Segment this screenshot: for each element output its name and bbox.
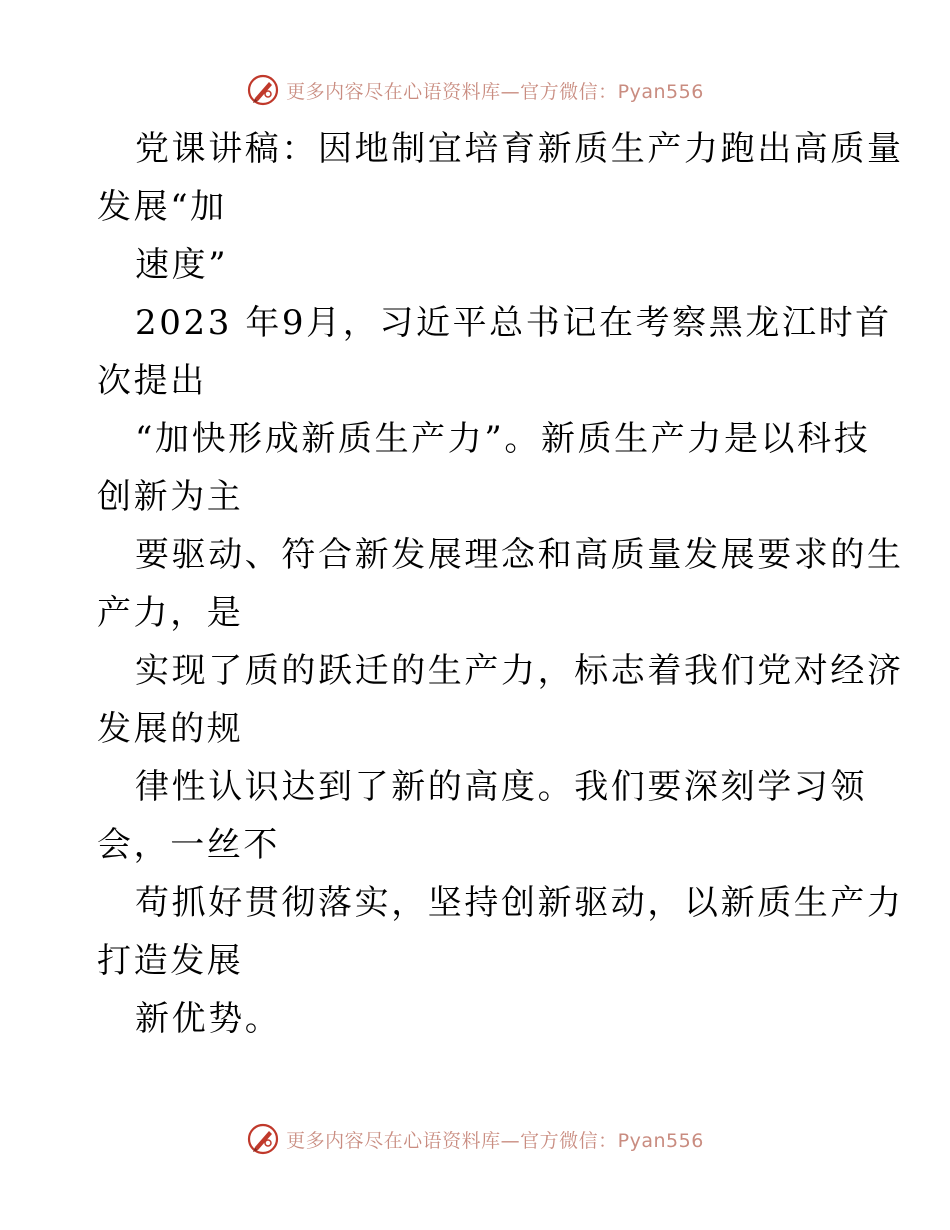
- text-line: 实现了质的跃迁的生产力，标志着我们党对经济: [135, 651, 904, 691]
- footer-watermark: [0, 1119, 950, 1159]
- watermark-text: 更多内容尽在心语资料库—官方微信：Pyan556: [286, 80, 704, 103]
- text-line: 会，一丝不: [97, 825, 280, 865]
- text-line: 创新为主: [97, 477, 244, 517]
- text-line: 苟抓好贯彻落实，坚持创新驱动，以新质生产力: [135, 883, 904, 923]
- text-line: 速度”: [135, 245, 229, 285]
- text-line: 产力，是: [97, 593, 244, 633]
- red-stamp-pen-icon: [246, 73, 280, 107]
- text-line: 打造发展: [97, 941, 244, 981]
- text-line: 次提出: [97, 361, 207, 401]
- watermark-text: 更多内容尽在心语资料库—官方微信：Pyan556: [286, 1129, 704, 1152]
- text-line: 发展的规: [97, 709, 244, 749]
- text-line: 新优势。: [135, 999, 282, 1039]
- header-watermark: [0, 70, 950, 110]
- red-stamp-pen-icon: [246, 1122, 280, 1156]
- document-body: [97, 120, 904, 1048]
- text-line: 律性认识达到了新的高度。我们要深刻学习领: [135, 767, 867, 807]
- text-line: 党课讲稿：因地制宜培育新质生产力跑出高质量: [135, 129, 904, 169]
- text-line: 要驱动、符合新发展理念和高质量发展要求的生: [135, 535, 904, 575]
- text-line: “加快形成新质生产力”。新质生产力是以科技: [135, 419, 871, 459]
- text-line: 2023 年9月，习近平总书记在考察黑龙江时首: [135, 303, 892, 343]
- text-line: 发展“加: [97, 187, 227, 227]
